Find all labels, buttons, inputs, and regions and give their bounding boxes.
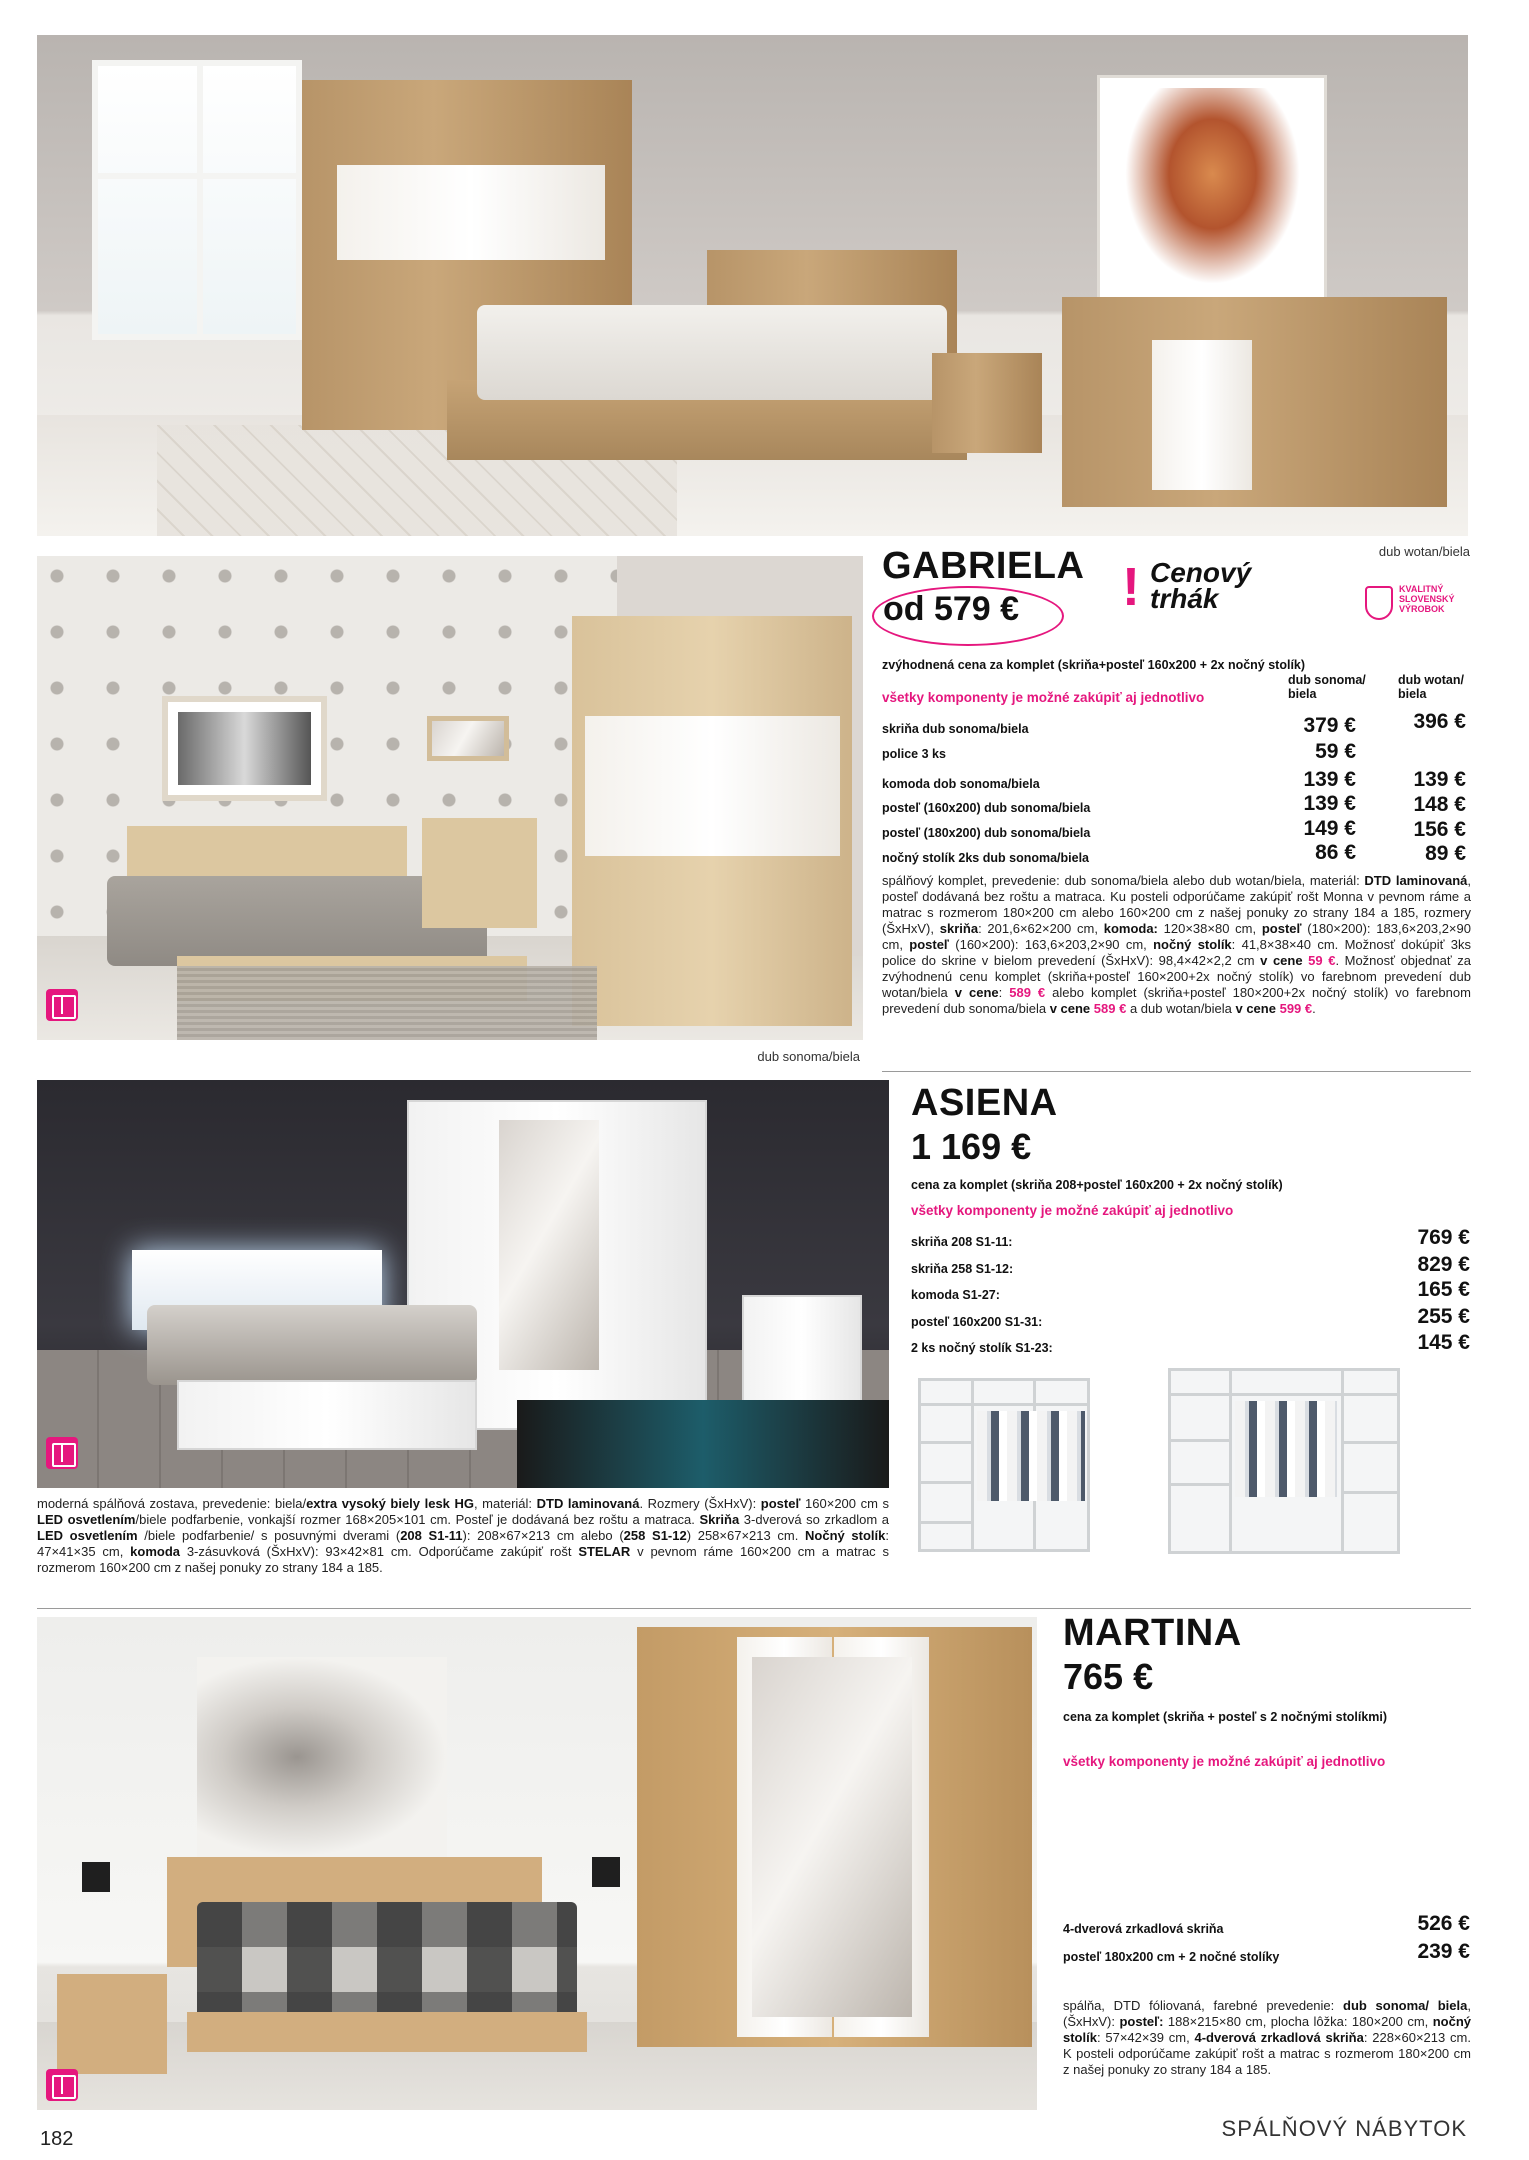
item-price: 526 € [1417,1912,1470,1935]
bed-linen [477,305,947,400]
gabriela-hero-caption: dub wotan/biela [1378,544,1470,559]
desc-bold: STELAR [578,1544,631,1559]
wall-picture [162,696,327,801]
desc-bold: nočný stolík [1063,2014,1471,2045]
gabriela-set-note: zvýhodnená cena za komplet (skriňa+posteľ 160x200 + 2x nočný stolík) [882,658,1306,672]
dresser [422,818,537,928]
martina-description [1063,1998,1471,2078]
bed-linen-checked [197,1902,577,2022]
item-price-sonoma: 139 € [1303,792,1356,815]
shelf [1171,1393,1397,1396]
desc-text: 160×200 cm s [800,1496,889,1511]
desc-text: moderná spálňová zostava, prevedenie: biela/ [37,1496,307,1511]
desc-bold: posteľ [760,1496,801,1511]
item-name: 2 ks nočný stolík S1-23: [911,1341,1053,1355]
martina-price: 765 € [1063,1656,1154,1697]
desc-bold: nočný stolík [1153,937,1232,952]
desc-text: : 41,8×38×40 cm. Možnosť dokúpiť 3ks police do skrine v bielom prevedení (ŠxHxV): 98,4×42×2,2 cm [882,937,1472,968]
divider [1341,1371,1344,1551]
mirror [427,716,509,761]
desc-text: 3-zásuvková (ŠxHxV): 93×42×81 cm. Odporúčame zakúpiť rošt [180,1544,579,1559]
desc-bold: DTD laminovaná [536,1496,640,1511]
desc-bold: dub sonoma/ biela [1343,1998,1468,2013]
desc-text: , materiál: [473,1496,537,1511]
item-price-wotan: 148 € [1413,793,1466,816]
desc-text: 188×215×80 cm, plocha lôžka: 180×200 cm, [1163,2014,1433,2029]
item-name: posteľ 180x200 cm + 2 nočné stolíky [1063,1950,1280,1964]
desc-bold: komoda: [1103,921,1158,936]
divider [37,1608,1471,1609]
item-name: skriňa 258 S1-12: [911,1262,1014,1276]
hanging-clothes [1235,1401,1337,1497]
asiena-photo [37,1080,889,1488]
desc-text: /biele podfarbenie, vonkajší rozmer 168×205×101 cm. Posteľ je dodávaná bez roštu a matraca. [135,1512,700,1527]
desc-bold: posteľ: [1119,2014,1164,2029]
desc-text: . [1312,1001,1316,1016]
wardrobe-mirror [499,1120,599,1370]
gabriela-hero-photo [37,35,1468,536]
martina-components-note: všetky komponenty je možné zakúpiť aj jednotlivo [1063,1754,1386,1769]
window [92,60,302,340]
desc-text: (180×200): 183,6×203,2×90 cm, [882,921,1471,952]
dresser [1062,297,1447,507]
gabriela-title: GABRIELA [882,545,1085,587]
wardrobe-interior-208 [918,1378,1090,1552]
desc-text: spálňa, DTD fóliovaná, farebné prevedenie: [1063,1998,1343,2013]
item-price: 829 € [1417,1253,1470,1276]
item-price-sonoma: 139 € [1303,768,1356,791]
desc-bold: 4-dverová zrkadlová skriňa [1194,2030,1364,2045]
desc-text: : 47×41×35 cm, [37,1528,890,1559]
wardrobe-type-icon [46,2069,78,2101]
nightstand [57,1974,167,2074]
item-name: police 3 ks [882,747,946,761]
desc-bold: 208 S1-11 [400,1528,463,1543]
shelf [1171,1483,1229,1486]
dresser-drawers [1152,340,1252,490]
item-price: 769 € [1417,1226,1470,1249]
desc-bold: v cene [1260,953,1303,968]
martina-title: MARTINA [1063,1612,1242,1654]
desc-bold: komoda [130,1544,180,1559]
quality-badge-text: KVALITNÝ SLOVENSKÝ VÝROBOK [1399,584,1455,614]
wardrobe-type-icon [46,989,78,1021]
desc-text: spálňový komplet, prevedenie: dub sonoma/biela alebo dub wotan/biela, materiál: [882,873,1365,888]
desc-bold: Skriňa [699,1512,740,1527]
shelf [1341,1441,1397,1444]
item-name: 4-dverová zrkadlová skriňa [1063,1922,1224,1936]
item-name: posteľ 160x200 S1-31: [911,1315,1043,1329]
lamp [82,1862,110,1892]
desc-bold: v cene [1235,1001,1276,1016]
desc-text: alebo komplet (skriňa+posteľ 180×200+2x nočný stolík) vo farebnom prevedení dub sonoma/biela [882,985,1471,1016]
asiena-description [37,1496,889,1576]
desc-text: : 201,6×62×200 cm, [978,921,1104,936]
desc-bold: LED osvetlením [37,1528,138,1543]
item-price-sonoma: 149 € [1303,817,1356,840]
desc-price: 59 € [1308,953,1336,968]
item-price: 239 € [1417,1940,1470,1963]
desc-text: v pevnom ráme 160×200 cm a matrac s rozmerom 160×200 cm z našej ponuky zo strany 184 a 185. [37,1544,889,1575]
desc-text: : 57×42×39 cm, [1096,2030,1195,2045]
gabriela-components-note: všetky komponenty je možné zakúpiť aj jednotlivo [882,690,1205,705]
section-title: SPÁLŇOVÝ NÁBYTOK [1221,2116,1467,2141]
wall-picture [1097,75,1327,315]
bed-frame [177,1380,477,1450]
rug [517,1400,889,1488]
desc-bold: extra vysoký biely lesk HG [306,1496,474,1511]
shelf [921,1521,971,1524]
desc-bold: 258 S1-12 [623,1528,687,1543]
wardrobe-panel [585,716,840,856]
asiena-components-note: všetky komponenty je možné zakúpiť aj jednotlivo [911,1203,1234,1218]
desc-price: 589 € [1009,985,1046,1000]
desc-text: . Rozmery (ŠxHxV): [639,1496,761,1511]
tree-artwork [1110,88,1315,303]
item-name: skriňa 208 S1-11: [911,1235,1013,1249]
item-price-wotan: 396 € [1413,710,1466,733]
desc-text: ) 258×67×213 cm. [686,1528,806,1543]
item-name: posteľ (180x200) dub sonoma/biela [882,826,1091,840]
item-name: posteľ (160x200) dub sonoma/biela [882,801,1091,815]
desc-text: . Možnosť objednať za zvýhodnenú cenu komplet (skriňa+posteľ 160×200+2x nočný stolík) vo farebnom prevedení dub wotan/biela [882,953,1472,1000]
nightstand [932,353,1042,453]
shelf [921,1481,971,1484]
shelf [921,1441,971,1444]
item-price-sonoma: 86 € [1315,841,1356,864]
shield-icon [1365,586,1393,620]
hot-deal-label: Cenový trhák [1150,557,1252,614]
item-name: nočný stolík 2ks dub sonoma/biela [882,851,1089,865]
lamp [592,1857,620,1887]
desc-text: 120×38×80 cm, [1157,921,1262,936]
wall-art [197,1657,447,1857]
desc-text: (160×200): 163,6×203,2×90 cm, [948,937,1154,952]
item-name: komoda dob sonoma/biela [882,777,1040,791]
bed-frame [187,2012,587,2052]
desc-text: : 228×60×213 cm. K posteli odporúčame zakúpiť rošt a matrac s rozmerom 180×200 cm z našej ponuky zo strany 184 a 185. [1063,2030,1471,2077]
divider [971,1381,974,1549]
item-price: 165 € [1417,1278,1470,1301]
rug [177,966,597,1040]
desc-text: a dub wotan/biela [1126,1001,1236,1016]
desc-text: 3-dverová so zrkadlom a [739,1512,889,1527]
col-head-wotan: dub wotan/ biela [1398,673,1464,701]
hanging-clothes [977,1411,1085,1501]
bed-linen [147,1305,477,1385]
divider [1229,1371,1232,1551]
gabriela-sonoma-photo [37,556,863,1040]
col-head-sonoma: dub sonoma/ biela [1288,673,1366,701]
asiena-price: 1 169 € [911,1126,1032,1167]
quality-badge [1365,584,1485,628]
divider [882,1071,1471,1072]
desc-price: 589 € [1093,1001,1127,1016]
item-price-wotan: 89 € [1425,842,1466,865]
desc-price: 599 € [1279,1001,1313,1016]
desc-text: , (ŠxHxV): [1063,1998,1471,2029]
shelf [1171,1439,1229,1442]
asiena-title: ASIENA [911,1082,1058,1124]
item-price-wotan: 156 € [1413,818,1466,841]
item-price-wotan: 139 € [1413,768,1466,791]
wardrobe-interior-258 [1168,1368,1400,1554]
picture-art [178,712,311,785]
item-price-sonoma: 59 € [1315,740,1356,763]
desc-text: , posteľ dodávaná bez roštu a matraca. Ku posteli odporúčame zakúpiť rošt Monna v pevnom ráme a matrac s rozmerom 180×200 cm alebo 160×200 cm z našej ponuky zo strany 184 a 185, rozmery (ŠxHxV), [882,873,1471,936]
desc-bold: v cene [1049,1001,1091,1016]
item-price: 255 € [1417,1305,1470,1328]
desc-text: /biele podfarbenie/ s posuvnými dverami ( [137,1528,401,1543]
exclamation-icon: ! [1122,557,1140,617]
gabriela-description: spálňový komplet, prevedenie: dub sonoma/biela alebo dub wotan/biela, materiál: DTD laminovaná, posteľ dodávaná bez roštu a matraca. Ku posteli odporúčame zakúpiť rošt Monna v pevnom ráme a matrac s rozmerom 180×200 cm alebo 160×200 cm z našej ponuky zo strany 184 a 185, rozmery (ŠxHxV), skriňa: 201,6×62×200 cm, komoda: 120×38×80 cm, posteľ (180×200): 183,6×203,2×90 cm, posteľ (160×200): 163,6×203,2×90 cm, nočný stolík: 41,8×38×40 cm. Možnosť dokúpiť 3ks police do skrine v bielom prevedení (ŠxHxV): 98,4×42×2,2 cm v cene 59 €. Možnosť objednať za zvýhodnenú cenu komplet (skriňa+posteľ 160×200+2x nočný stolík) vo farebnom prevedení dub wotan/biela v cene: 589 € alebo komplet (skriňa+posteľ 180×200+2x nočný stolík) vo farebnom prevedení dub sonoma/biela v cene 589 € a dub wotan/biela v cene 599 €. [882,873,1472,1016]
desc-text: ): 208×67×213 cm alebo ( [462,1528,624,1543]
item-price: 145 € [1417,1331,1470,1354]
desc-bold: skriňa [939,921,979,936]
wardrobe-panel [337,165,605,260]
gabriela-photo-caption: dub sonoma/biela [757,1049,860,1064]
asiena-set-note: cena za komplet (skriňa 208+posteľ 160x200 + 2x nočný stolík) [911,1178,1283,1192]
gabriela-price: od 579 € [883,590,1020,628]
martina-photo [37,1617,1037,2110]
desc-bold: LED osvetlením [37,1512,136,1527]
wardrobe-type-icon [46,1437,78,1469]
item-price-sonoma: 379 € [1303,714,1356,737]
shelf [1341,1491,1397,1494]
item-name: komoda S1-27: [911,1288,1000,1302]
martina-set-note: cena za komplet (skriňa + posteľ s 2 nočnými stolíkmi) [1063,1710,1388,1724]
desc-bold: Nočný stolík [805,1528,886,1543]
shelf [921,1403,1087,1406]
desc-bold: posteľ [909,937,949,952]
item-name: skriňa dub sonoma/biela [882,722,1029,736]
desc-bold: posteľ [1261,921,1302,936]
page-number: 182 [40,2128,74,2150]
desc-bold: v cene [954,985,999,1000]
wardrobe-mirror [752,1657,912,2017]
desc-bold: DTD laminovaná [1364,873,1468,888]
